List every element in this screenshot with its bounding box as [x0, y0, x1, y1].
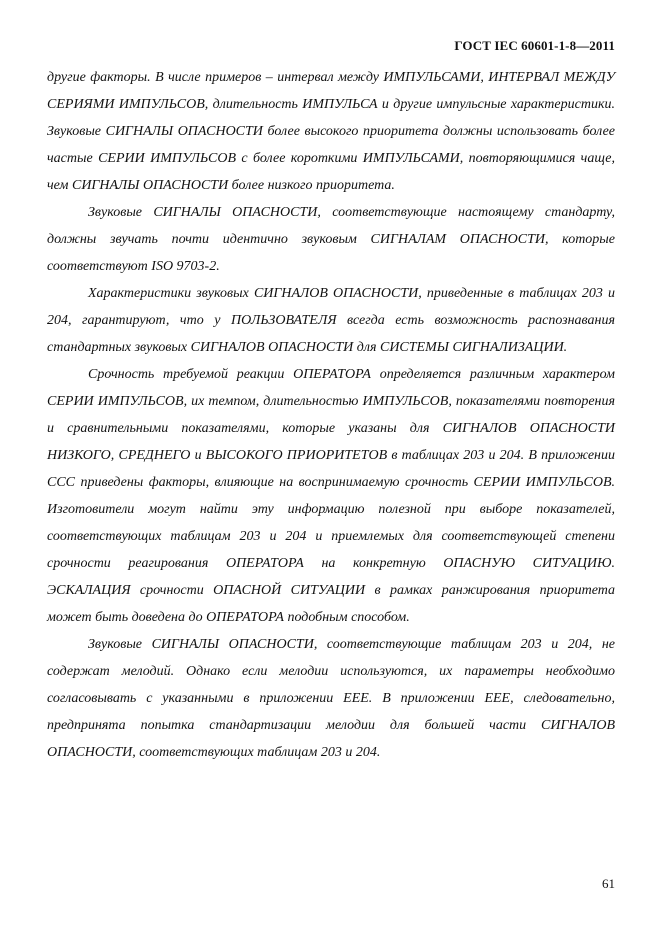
paragraph-urgency: Срочность требуемой реакции ОПЕРАТОРА определяется различным характером СЕРИИ ИМПУЛЬСОВ, их темпом, длительностью ИМПУЛЬСОВ, показателями повторения и сравнительными показателями, которые указаны для СИГНАЛОВ ОПАСНОСТИ НИЗКОГО, СРЕДНЕГО и ВЫСОКОГО ПРИОРИТЕТОВ в таблицах 203 и 204. В приложении ССС приведены факторы, влияющие на воспринимаемую срочность СЕРИИ ИМПУЛЬСОВ. Изготовители могут найти эту информацию полезной при выборе показателей, соответствующих таблицам 203 и 204 и приемлемых для соответствующей степени срочности реагирования ОПЕРАТОРА на конкретную ОПАСНУЮ СИТУАЦИЮ. ЭСКАЛАЦИЯ срочности ОПАСНОЙ СИТУАЦИИ в рамках ранжирования приоритета может быть доведена до ОПЕРАТОРА подобным способом. — [47, 367, 615, 625]
paragraph-continuation: другие факторы. В числе примеров – интервал между ИМПУЛЬСАМИ, ИНТЕРВАЛ МЕЖДУ СЕРИЯМИ ИМПУЛЬСОВ, длительность ИМПУЛЬСА и другие импульсные характеристики. Звуковые СИГНАЛЫ ОПАСНОСТИ более высокого приоритета должны использовать более частые СЕРИИ ИМПУЛЬСОВ с более короткими ИМПУЛЬСАМИ, повторяющимися чаще, чем СИГНАЛЫ ОПАСНОСТИ более низкого приоритета. — [47, 70, 615, 193]
document-code-header: ГОСТ IEC 60601-1-8—2011 — [454, 38, 615, 53]
document-body — [47, 64, 615, 766]
paragraph-melodies: Звуковые СИГНАЛЫ ОПАСНОСТИ, соответствующие таблицам 203 и 204, не содержат мелодий. Однако если мелодии используются, их параметры необходимо согласовывать с указанными в приложении ЕЕЕ. В приложении ЕЕЕ, следовательно, предпринята попытка стандартизации мелодии для большей части СИГНАЛОВ ОПАСНОСТИ, соответствующих таблицам 203 и 204. — [47, 637, 615, 760]
page-number: 61 — [602, 876, 615, 891]
paragraph-iso-compliance: Звуковые СИГНАЛЫ ОПАСНОСТИ, соответствующие настоящему стандарту, должны звучать почти идентично звуковым СИГНАЛАМ ОПАСНОСТИ, которые соответствуют ISO 9703-2. — [47, 205, 615, 274]
paragraph-characteristics: Характеристики звуковых СИГНАЛОВ ОПАСНОСТИ, приведенные в таблицах 203 и 204, гарантируют, что у ПОЛЬЗОВАТЕЛЯ всегда есть возможность распознавания стандартных звуковых СИГНАЛОВ ОПАСНОСТИ для СИСТЕМЫ СИГНАЛИЗАЦИИ. — [47, 286, 615, 355]
